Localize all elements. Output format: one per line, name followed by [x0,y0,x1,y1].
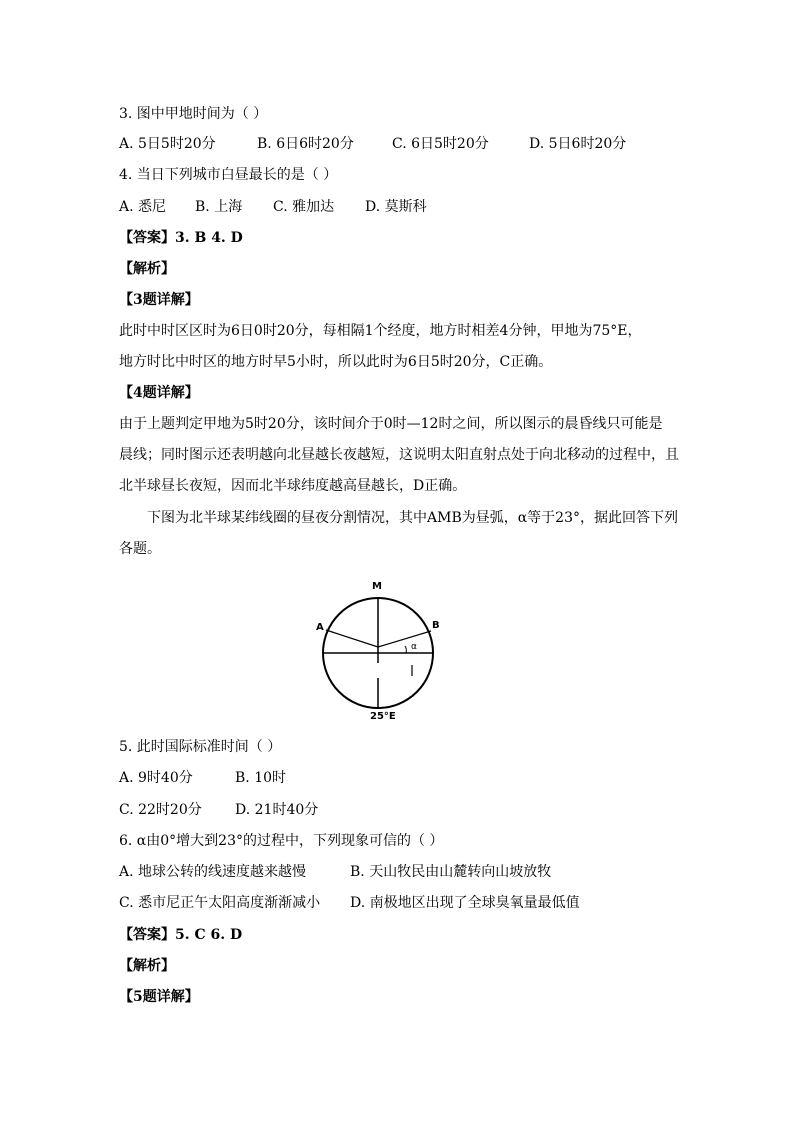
q5-stem: 5. 此时国际标准时间（ ） [119,739,282,755]
detail4-title: 【4题详解】 [119,385,199,401]
q3-option-b: B. 6日6时20分 [257,136,354,152]
q3-stem: 3. 图中甲地时间为（ ） [119,106,268,122]
detail3-line: 地方时比中时区的地方时早5小时，所以此时为6日5时20分，C正确。 [119,354,553,370]
q4-option-c: C. 雅加达 [273,199,335,215]
label-alpha: α [411,642,417,652]
detail3-line: 此时中时区区时为6日0时20分，每相隔1个经度，地方时相差4分钟，甲地为75°E， [119,323,642,339]
detail5-title: 【5题详解】 [119,989,199,1005]
q5-option-c: C. 22时20分 [119,802,202,818]
label-m: M [372,581,382,592]
label-a: A [316,622,324,633]
q6-option-d: D. 南极地区出现了全球臭氧量最低值 [350,895,580,911]
analysis-label: 【解析】 [119,958,175,974]
q5-option-d: D. 21时40分 [235,802,319,818]
terminator-line-b [378,631,431,647]
latitude-circle-figure [310,577,460,727]
answer-label: 【答案】3. B 4. D [119,230,243,246]
q4-stem: 4. 当日下列城市白昼最长的是（ ） [119,167,338,183]
detail4-line: 晨线；同时图示还表明越向北昼越长夜越短，这说明太阳直射点处于向北移动的过程中，且 [119,447,679,463]
q4-option-a: A. 悉尼 [119,199,167,215]
q6-option-c: C. 悉市尼正午太阳高度渐渐减小 [119,895,321,911]
answer-label: 【答案】5. C 6. D [119,927,243,943]
terminator-line-a [326,630,378,647]
label-b: B [432,620,440,631]
analysis-label: 【解析】 [119,261,175,277]
q4-option-b: B. 上海 [195,199,243,215]
detail4-line: 北半球昼长夜短，因而北半球纬度越高昼越长，D正确。 [119,478,467,494]
detail3-title: 【3题详解】 [119,292,199,308]
q6-option-b: B. 天山牧民由山麓转向山坡放牧 [350,864,552,880]
label-bottom: 25°E [370,711,396,722]
q5-option-b: B. 10时 [235,770,287,786]
intro-line: 各题。 [119,541,161,557]
detail4-line: 由于上题判定甲地为5时20分，该时间介于0时—12时之间，所以图示的晨昏线只可能是 [119,416,663,432]
q6-stem: 6. α由0°增大到23°的过程中，下列现象可信的（ ） [119,833,444,849]
q4-option-d: D. 莫斯科 [365,199,427,215]
intro-line: 下图为北半球某纬线圈的昼夜分割情况，其中AMB为昼弧，α等于23°，据此回答下列 [147,510,678,526]
q3-option-d: D. 5日6时20分 [529,136,627,152]
q6-option-a: A. 地球公转的线速度越来越慢 [119,864,307,880]
q3-option-c: C. 6日5时20分 [392,136,489,152]
alpha-arc [405,646,406,653]
q5-option-a: A. 9时40分 [119,770,193,786]
q3-option-a: A. 5日5时20分 [119,136,216,152]
